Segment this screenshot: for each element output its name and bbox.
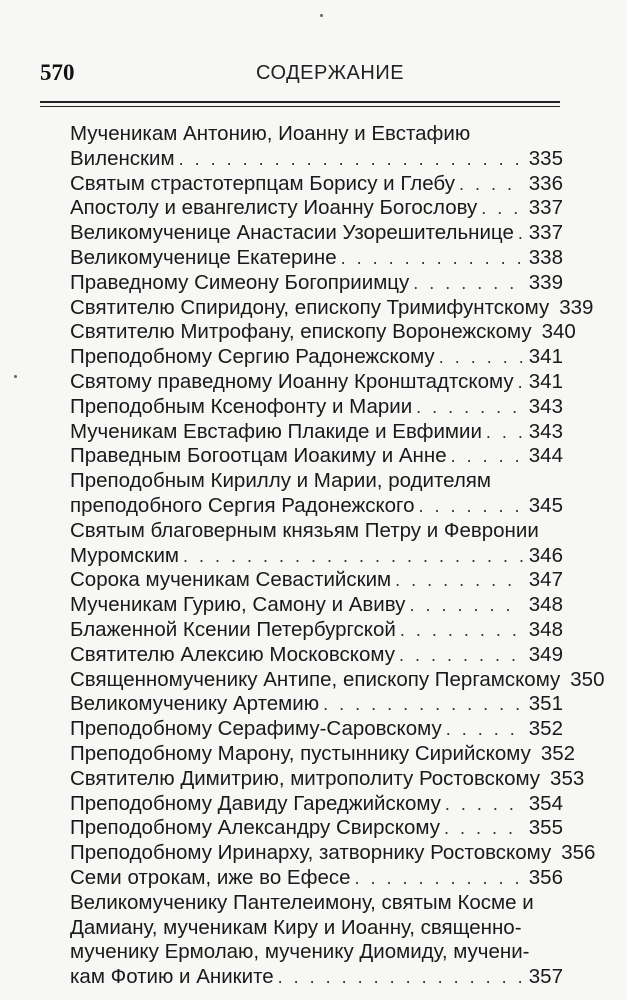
toc-page-number: 343 (528, 394, 563, 418)
dot-leader (395, 568, 523, 593)
toc-entry-line (70, 891, 563, 916)
toc-entry-line (70, 593, 563, 618)
toc-entry-line (70, 469, 563, 494)
toc-entry-line (70, 246, 563, 271)
toc-entry-text: Семи отрокам, иже во Ефесе (70, 865, 351, 889)
toc-entry (70, 420, 563, 445)
toc-entry-text: Мученикам Гурию, Самону и Авиву (70, 593, 406, 617)
toc-entry (70, 692, 563, 717)
toc-entry-text: Святителю Спиридону, епископу Тримифунтскому (70, 295, 550, 319)
toc-entry-text: Мученикам Евстафию Плакиде и Евфимии (70, 419, 482, 443)
toc-page-number: 345 (528, 493, 563, 517)
toc-page-number: 348 (528, 617, 563, 641)
toc-entry-line (70, 816, 563, 841)
dot-leader (179, 147, 523, 172)
toc-entry (70, 519, 563, 569)
dot-leader (183, 544, 523, 569)
toc-page-number: 339 (559, 295, 594, 319)
toc-entry-text: Великомученице Екатерине (70, 245, 337, 269)
toc-entry-text: Дамиану, мученикам Киру и Иоанну, священно- (70, 915, 522, 939)
toc-entry-text: Великомученику Пантелеимону, святым Косме и (70, 890, 534, 914)
toc-page-number: 351 (528, 692, 563, 716)
toc-entry-line (70, 494, 563, 519)
toc-entry (70, 618, 563, 643)
toc-entry-text: Мученикам Антонию, Иоанну и Евстафию (70, 122, 471, 145)
toc-entry (70, 172, 563, 197)
toc-page-number: 348 (528, 593, 563, 617)
toc-entry-text: мученику Ермолаю, мученику Диомиду, мучени- (70, 940, 530, 964)
dot-leader (341, 246, 523, 271)
toc-entry-line (70, 643, 563, 668)
toc-entry-line (70, 940, 563, 965)
toc-entry-text: кам Фотию и Аниките (70, 965, 274, 989)
toc-page-number: 355 (528, 816, 563, 840)
toc-entry (70, 370, 563, 395)
toc-entry (70, 271, 563, 296)
toc-entry-text: Преподобному Александру Свирскому (70, 816, 440, 840)
toc-entry (70, 320, 576, 345)
toc-entry-line (70, 519, 563, 544)
toc-entry (70, 643, 563, 668)
toc-page-number: 356 (528, 865, 563, 889)
toc-entry-text: Святым страстотерпцам Борису и Глебу (70, 171, 455, 195)
toc-entry-text: Святому праведному Иоанну Кронштадтскому (70, 369, 514, 393)
dot-leader (486, 420, 523, 445)
toc-page-number: 356 (561, 841, 596, 865)
toc-entry-text: Блаженной Ксении Петербургской (70, 617, 396, 641)
toc-entry-line (70, 295, 594, 321)
dot-leader (518, 370, 523, 395)
table-of-contents (70, 122, 605, 990)
toc-entry-text: Великомученику Артемию (70, 692, 320, 716)
toc-entry-text: Святителю Митрофану, епископу Воронежскому (70, 320, 532, 344)
toc-page-number: 352 (528, 717, 563, 741)
toc-entry-line (70, 122, 563, 147)
toc-page-number: 336 (528, 171, 563, 195)
toc-entry-text: Преподобному Давиду Гареджийскому (70, 791, 441, 815)
dot-leader (355, 866, 523, 891)
toc-entry (70, 667, 605, 693)
dot-leader (278, 965, 523, 990)
toc-entry-line (70, 196, 563, 221)
toc-entry-text: Праведному Симеону Богоприимцу (70, 270, 410, 294)
toc-page-number: 343 (528, 419, 563, 443)
toc-entry-text: Преподобным Ксенофонту и Марии (70, 394, 413, 418)
running-head-title: СОДЕРЖАНИЕ (255, 62, 405, 84)
toc-entry-text: Священномученику Антипе, епископу Пергамскому (70, 667, 561, 691)
toc-entry-text: Преподобному Серафиму-Саровскому (70, 717, 442, 741)
toc-entry-line (70, 692, 563, 717)
toc-entry-line (70, 544, 563, 569)
toc-entry-line (70, 792, 563, 817)
toc-page-number: 337 (528, 196, 563, 220)
toc-entry-text: Святителю Димитрию, митрополиту Ростовскому (70, 766, 541, 790)
toc-entry-line (70, 345, 563, 370)
toc-entry-line (70, 221, 563, 246)
toc-entry-line (70, 741, 576, 767)
toc-page-number: 354 (528, 791, 563, 815)
dot-leader (413, 271, 522, 296)
toc-entry-text: Великомученице Анастасии Узорешительнице (70, 221, 514, 245)
toc-entry (70, 395, 563, 420)
toc-entry-line (70, 395, 563, 420)
toc-page-number: 347 (528, 568, 563, 592)
toc-page-number: 350 (570, 667, 605, 691)
dot-leader (481, 196, 522, 221)
toc-page-number: 339 (528, 270, 563, 294)
toc-page-number: 337 (528, 221, 563, 245)
toc-page-number: 353 (550, 766, 585, 790)
toc-entry-text: Преподобному Иринарху, затворнику Ростовскому (70, 841, 552, 865)
toc-entry-line (70, 147, 563, 172)
toc-entry-text: Преподобному Марону, пустыннику Сирийскому (70, 741, 531, 765)
dot-leader (323, 692, 523, 717)
toc-entry-line (70, 320, 576, 345)
toc-page-number: 335 (528, 146, 563, 170)
toc-entry-text: Виленским (70, 146, 175, 170)
toc-entry (70, 717, 563, 742)
toc-entry (70, 246, 563, 271)
header-rule-thick (40, 101, 560, 103)
toc-entry-text: Апостолу и евангелисту Иоанну Богослову (70, 196, 478, 220)
dot-leader (439, 345, 523, 370)
print-speck (14, 375, 17, 378)
toc-page-number: 344 (528, 444, 563, 468)
toc-entry-text: Святителю Алексию Московскому (70, 642, 395, 666)
toc-entry-text: Муромским (70, 543, 179, 567)
toc-entry (70, 766, 585, 792)
toc-entry (70, 593, 563, 618)
toc-entry-line (70, 370, 563, 395)
dot-leader (444, 816, 523, 841)
toc-entry-text: Праведным Богоотцам Иоакиму и Анне (70, 444, 447, 468)
toc-entry-text: Преподобным Кириллу и Марии, родителям (70, 469, 492, 493)
toc-entry (70, 221, 563, 246)
toc-entry (70, 841, 596, 866)
toc-entry-line (70, 667, 605, 693)
header-rule-thin (40, 106, 560, 107)
toc-page-number: 341 (528, 369, 563, 393)
toc-page-number: 338 (528, 245, 563, 269)
toc-entry-line (70, 420, 563, 445)
toc-entry-line (70, 916, 563, 941)
toc-entry-line (70, 866, 563, 891)
toc-entry-text: преподобного Сергия Радонежского (70, 493, 415, 517)
toc-entry (70, 792, 563, 817)
dot-leader (459, 172, 523, 197)
toc-entry-text: Святым благоверным князьям Петру и Февронии (70, 518, 539, 542)
dot-leader (445, 792, 523, 817)
toc-entry-line (70, 444, 563, 469)
dot-leader (518, 221, 523, 246)
toc-entry (70, 866, 563, 891)
toc-page-number: 349 (528, 642, 563, 666)
toc-page-number: 340 (541, 320, 576, 344)
toc-entry-text: Сорока мученикам Севастийским (70, 568, 392, 592)
toc-entry (70, 568, 563, 593)
toc-entry (70, 122, 563, 172)
toc-entry (70, 345, 563, 370)
toc-entry-line (70, 766, 585, 792)
toc-entry (70, 816, 563, 841)
toc-entry-line (70, 568, 563, 593)
dot-leader (409, 593, 522, 618)
dot-leader (451, 444, 523, 469)
toc-entry-line (70, 965, 563, 990)
dot-leader (446, 717, 523, 742)
toc-page-number: 357 (528, 965, 563, 989)
dot-leader (399, 643, 523, 668)
toc-page-number: 346 (528, 543, 563, 567)
toc-entry (70, 196, 563, 221)
toc-entry-line (70, 841, 596, 866)
dot-leader (418, 494, 522, 519)
dot-leader (416, 395, 523, 420)
toc-page-number: 341 (528, 345, 563, 369)
print-speck (320, 14, 323, 17)
toc-entry-line (70, 717, 563, 742)
toc-entry (70, 469, 563, 519)
toc-entry (70, 444, 563, 469)
page-number: 570 (40, 60, 75, 85)
toc-page-number: 352 (540, 741, 576, 765)
toc-entry (70, 741, 576, 767)
toc-entry (70, 891, 563, 990)
toc-entry (70, 295, 594, 321)
toc-entry-line (70, 271, 563, 296)
toc-entry-text: Преподобному Сергию Радонежскому (70, 345, 435, 369)
dot-leader (400, 618, 523, 643)
toc-entry-line (70, 618, 563, 643)
toc-entry-line (70, 172, 563, 197)
